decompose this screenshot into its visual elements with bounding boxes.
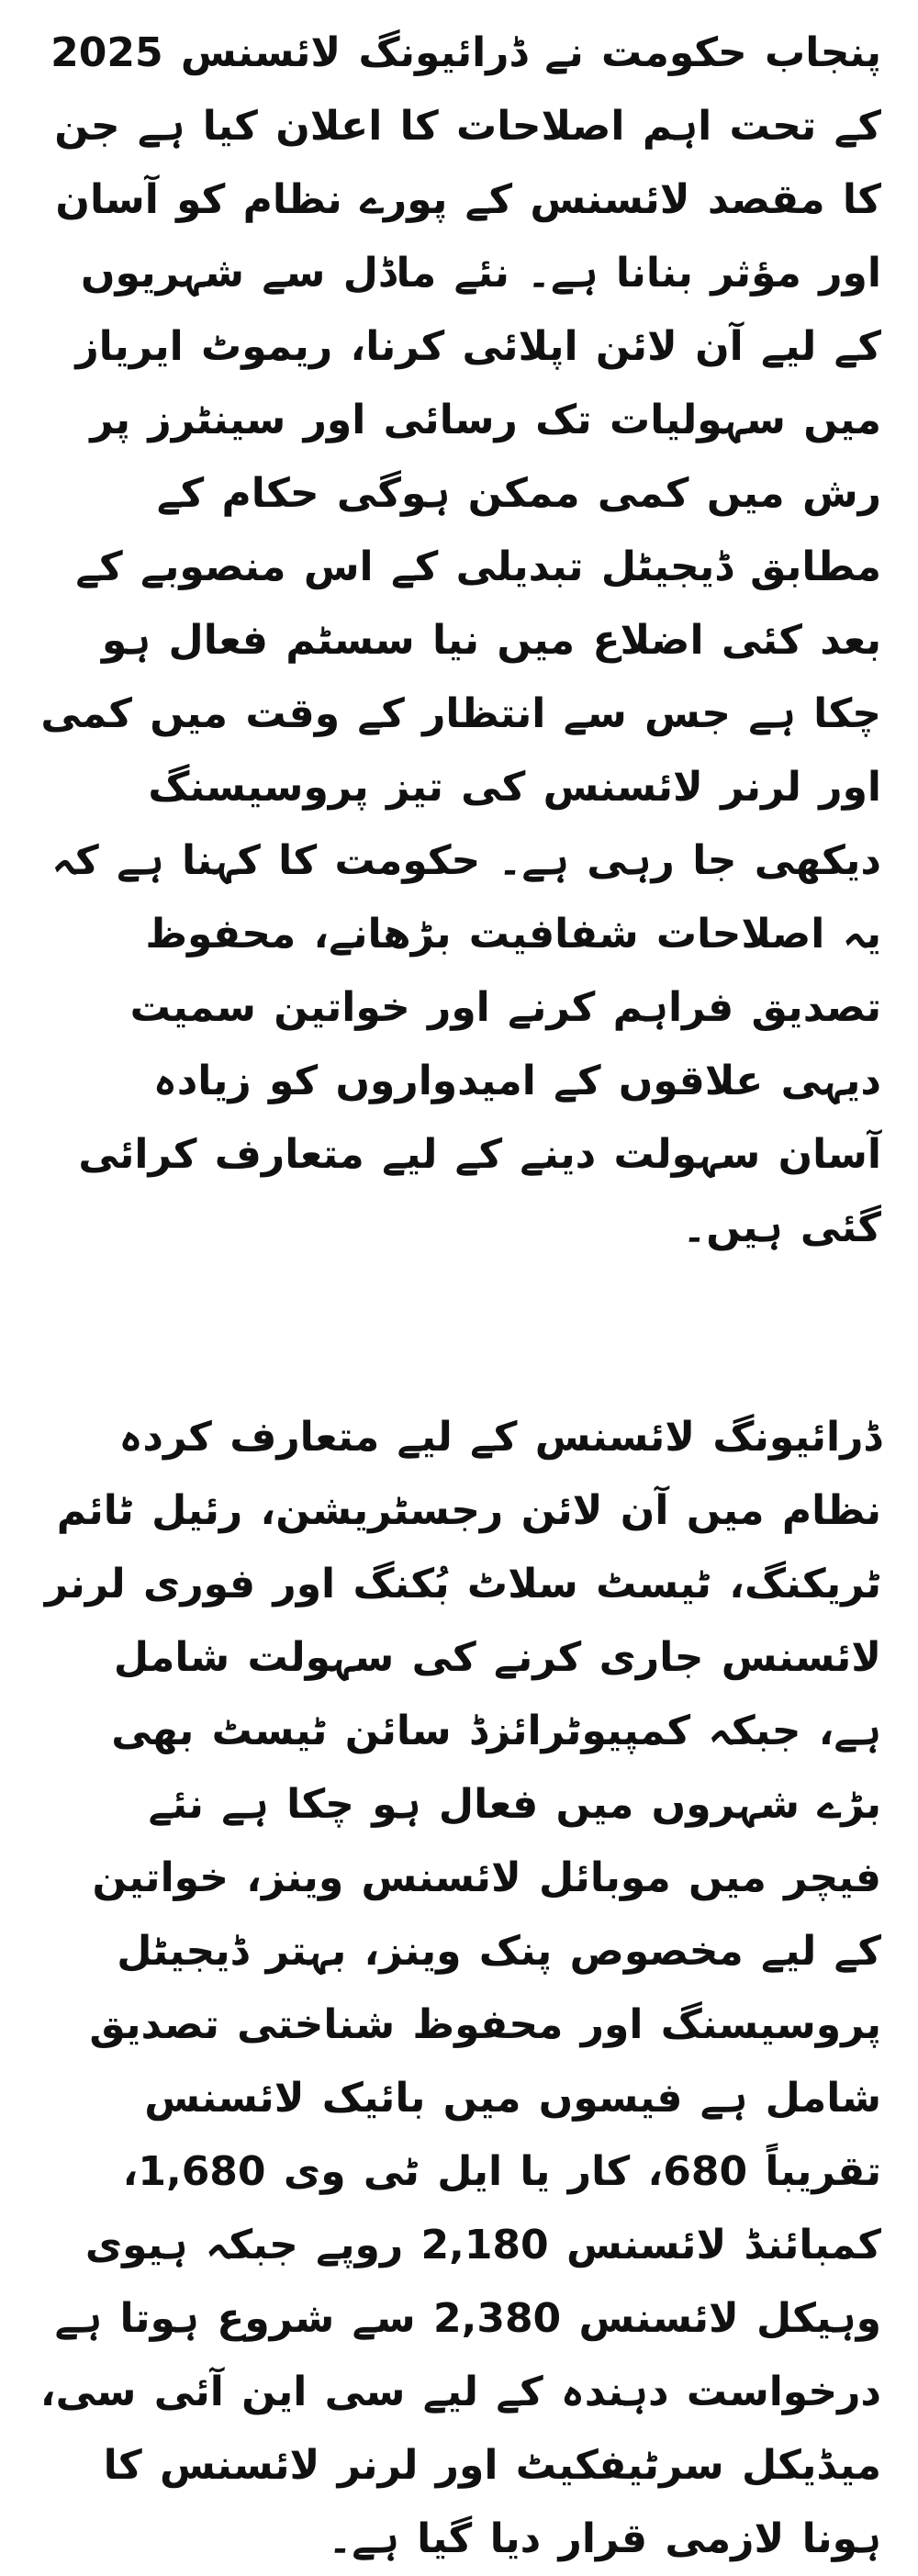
- article-paragraph-2: ڈرائیونگ لائسنس کے لیے متعارف کردہ نظام میں آن لائن رجسٹریشن، رئیل ٹائم ٹریکنگ، ٹیسٹ سلاٹ بُکنگ اور فوری لرنر لائسنس جاری کرنے کی سہولت شامل ہے، جبکہ کمپیوٹرائزڈ سائن ٹیسٹ بھی بڑے شہروں میں فعال ہو چکا ہے نئے فیچر میں موبائل لائسنس وینز، خواتین کے لیے مخصوص پنک وینز، بہتر ڈیجیٹل پروسیسنگ اور محفوظ شناختی تصدیق شامل ہے فیسوں میں بائیک لائسنس تقریباً 680، کار یا ایل ٹی وی 1,680، کمبائنڈ لائسنس 2,180 روپے جبکہ ہیوی وہیکل لائسنس 2,380 سے شروع ہوتا ہے درخواست دہندہ کے لیے سی این آئی سی، میڈیکل سرٹیفکیٹ اور لرنر لائسنس کا ہونا لازمی قرار دیا گیا ہے۔: [39, 1414, 881, 2562]
- article-body: [37, 17, 881, 2576]
- article-paragraph-1: پنجاب حکومت نے ڈرائیونگ لائسنس 2025 کے تحت اہم اصلاحات کا اعلان کیا ہے جن کا مقصد لائسنس کے پورے نظام کو آسان اور مؤثر بنانا ہے۔ نئے ماڈل سے شہریوں کے لیے آن لائن اپلائی کرنا، ریموٹ ایریاز میں سہولیات تک رسائی اور سینٹرز پر رش میں کمی ممکن ہوگی حکام کے مطابق ڈیجیٹل تبدیلی کے اس منصوبے کے بعد کئی اضلاع میں نیا سسٹم فعال ہو چکا ہے جس سے انتظار کے وقت میں کمی اور لرنر لائسنس کی تیز پروسیسنگ دیکھی جا رہی ہے۔ حکومت کا کہنا ہے کہ یہ اصلاحات شفافیت بڑھانے، محفوظ تصدیق فراہم کرنے اور خواتین سمیت دیہی علاقوں کے امیدواروں کو زیادہ آسان سہولت دینے کے لیے متعارف کرائی گئی ہیں۔: [40, 29, 881, 1251]
